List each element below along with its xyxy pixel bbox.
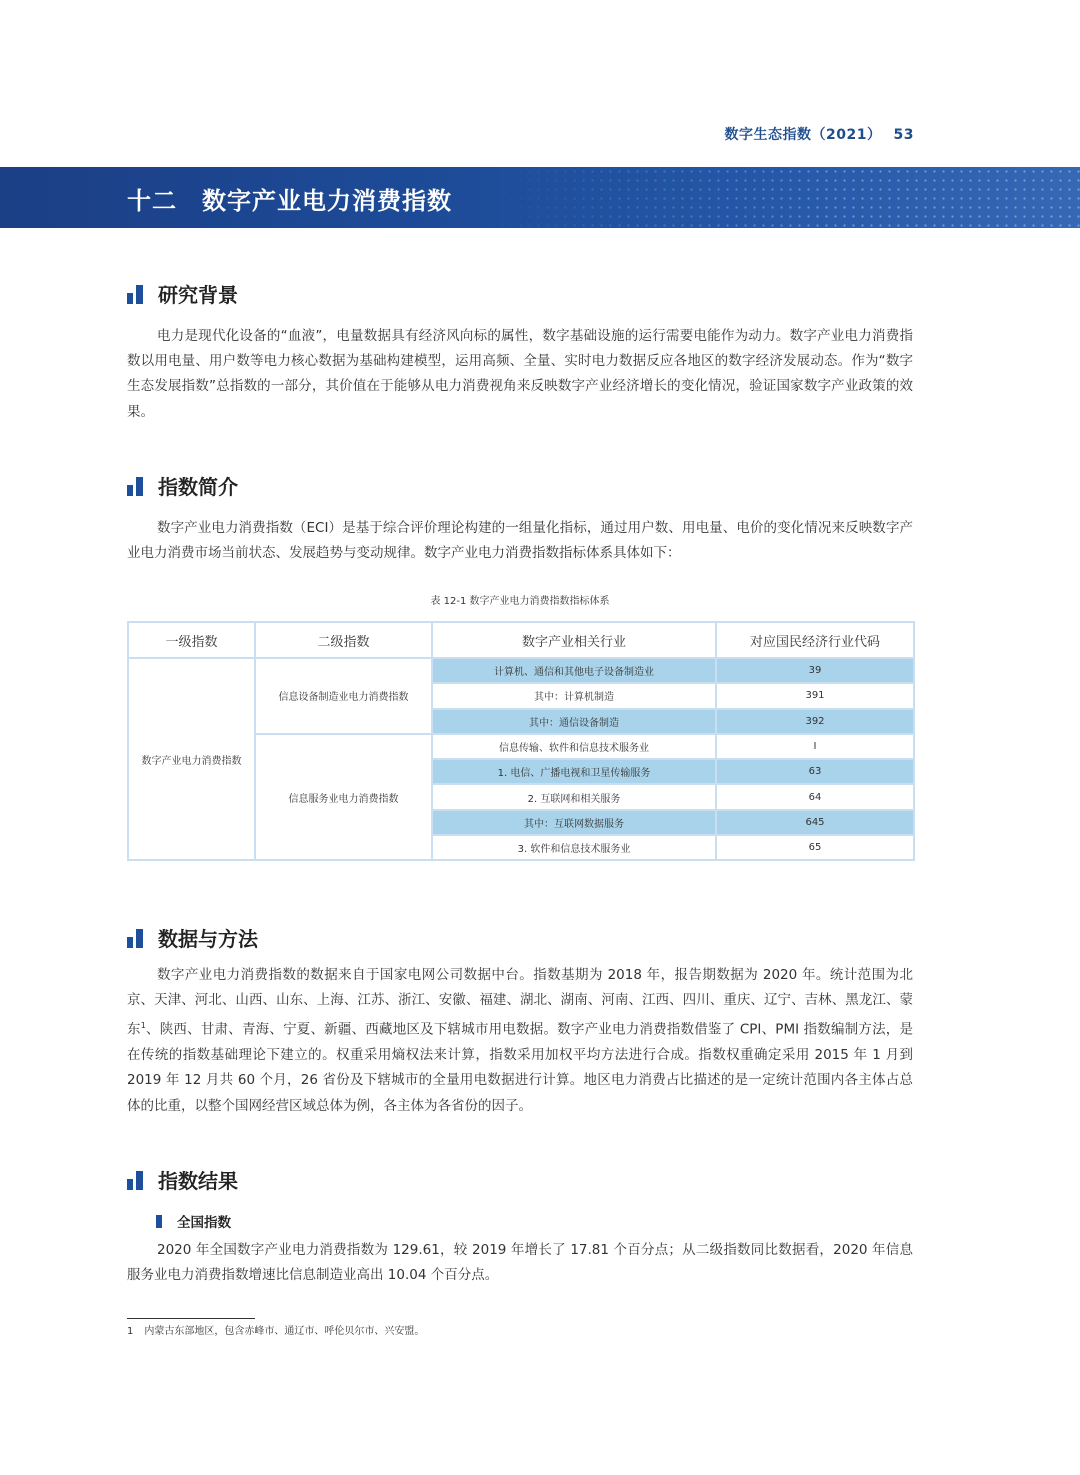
running-header [725,124,914,144]
subheading-national [156,1211,231,1231]
table-row [128,658,914,683]
level1-index-cell: 数字产业电力消费指数 [128,658,255,860]
index-table [127,621,915,861]
method-text-part: 、陕西、甘肃、青海、宁夏、新疆、西藏地区及下辖城市用电数据。数字产业电力消费指数借鉴了 CPI、PMI 指数编制方法，是在传统的指数基础理论下建立的。权重采用熵权法来计算，指数采用加权平均方法进行合成。指数权重确定采用 2015 年 1 月到 2019 年 12 月共 60 个月，26 省份及下辖城市的全量用电数据进行计算。地区电力消费占比描述的是一定统计范围内各主体占总体的比重，以整个国网经营区域总体为例，各主体为各省份的因子。 [127,1021,914,1114]
industry-cell: 计算机、通信和其他电子设备制造业 [432,658,716,683]
chapter-banner [0,167,1080,228]
chapter-title: 数字产业电力消费指数 [202,187,452,215]
publication-title: 数字生态指数（2021） [724,127,882,143]
footnote-text: 内蒙古东部地区，包含赤峰市、通辽市、呼伦贝尔市、兴安盟。 [144,1326,425,1337]
industry-cell: 2. 互联网和相关服务 [432,784,716,809]
results-paragraph: 2020 年全国数字产业电力消费指数为 129.61，较 2019 年增长了 17.81 个百分点；从二级指数同比数据看，2020 年信息服务业电力消费指数增速比信息制造业高出 10.04 个百分点。 [127,1242,913,1284]
industry-cell: 其中：通信设备制造 [432,709,716,734]
code-cell: 64 [716,784,914,809]
section-title: 指数简介 [158,475,238,499]
code-cell: 63 [716,759,914,784]
code-cell: 39 [716,658,914,683]
section-heading-results [127,1165,238,1194]
section-bar-icon [127,284,149,304]
page-number: 53 [893,127,914,143]
footnote-number: 1 [127,1326,134,1337]
banner-dot-pattern [480,167,1080,228]
table-header-row [128,622,914,658]
section-title: 指数结果 [158,1169,238,1193]
subheading-title: 全国指数 [177,1215,231,1231]
level2-index-cell: 信息服务业电力消费指数 [255,734,432,860]
code-cell: 392 [716,709,914,734]
table-header-cell: 一级指数 [128,622,255,658]
table-header-cell: 数字产业相关行业 [432,622,716,658]
section-bar-icon [127,476,149,496]
section-heading-background [127,279,238,308]
industry-cell: 其中：计算机制造 [432,683,716,708]
industry-cell: 1. 电信、广播电视和卫星传输服务 [432,759,716,784]
chapter-number: 十二 [127,187,177,215]
section-title: 研究背景 [158,283,238,307]
footnote-divider [127,1318,255,1319]
industry-cell: 其中：互联网数据服务 [432,810,716,835]
code-cell: 65 [716,835,914,860]
method-paragraph [127,963,913,1119]
code-cell: 391 [716,683,914,708]
table-header-cell: 二级指数 [255,622,432,658]
industry-cell: 信息传输、软件和信息技术服务业 [432,734,716,759]
subheading-square-icon [156,1215,162,1228]
table-caption: 表 12-1 数字产业电力消费指数指标体系 [430,596,610,607]
industry-cell: 3. 软件和信息技术服务业 [432,835,716,860]
table-header-cell: 对应国民经济行业代码 [716,622,914,658]
method-text-part: 数字产业电力消费指数的数据来自于国家电网公司数据中台。指数基期为 2018 年，报告期数据为 2020 年。统计范围为北京、天津、河北、山西、山东、上海、江苏、浙江、安徽、福建、湖北、湖南、河南、江西、四川、重庆、辽宁、吉林、黑龙江、蒙东 [127,967,913,1038]
code-cell: I [716,734,914,759]
code-cell: 645 [716,810,914,835]
footnote-marker: 1 [140,1021,146,1031]
intro-paragraph: 数字产业电力消费指数（ECI）是基于综合评价理论构建的一组量化指标，通过用户数、用电量、电价的变化情况来反映数字产业电力消费市场当前状态、发展趋势与变动规律。数字产业电力消费指数指标体系具体如下： [127,520,913,562]
footnote [127,1322,424,1337]
section-title: 数据与方法 [158,927,258,951]
background-paragraph: 电力是现代化设备的“血液”，电量数据具有经济风向标的属性，数字基础设施的运行需要电能作为动力。数字产业电力消费指数以用电量、用户数等电力核心数据为基础构建模型，运用高频、全量、实时电力数据反应各地区的数字经济发展动态。作为“数字生态发展指数”总指数的一部分，其价值在于能够从电力消费视角来反映数字产业经济增长的变化情况，验证国家数字产业政策的效果。 [127,328,913,420]
section-bar-icon [127,928,149,948]
level2-index-cell: 信息设备制造业电力消费指数 [255,658,432,734]
section-bar-icon [127,1170,149,1190]
section-heading-intro [127,471,238,500]
section-heading-method [127,923,258,952]
